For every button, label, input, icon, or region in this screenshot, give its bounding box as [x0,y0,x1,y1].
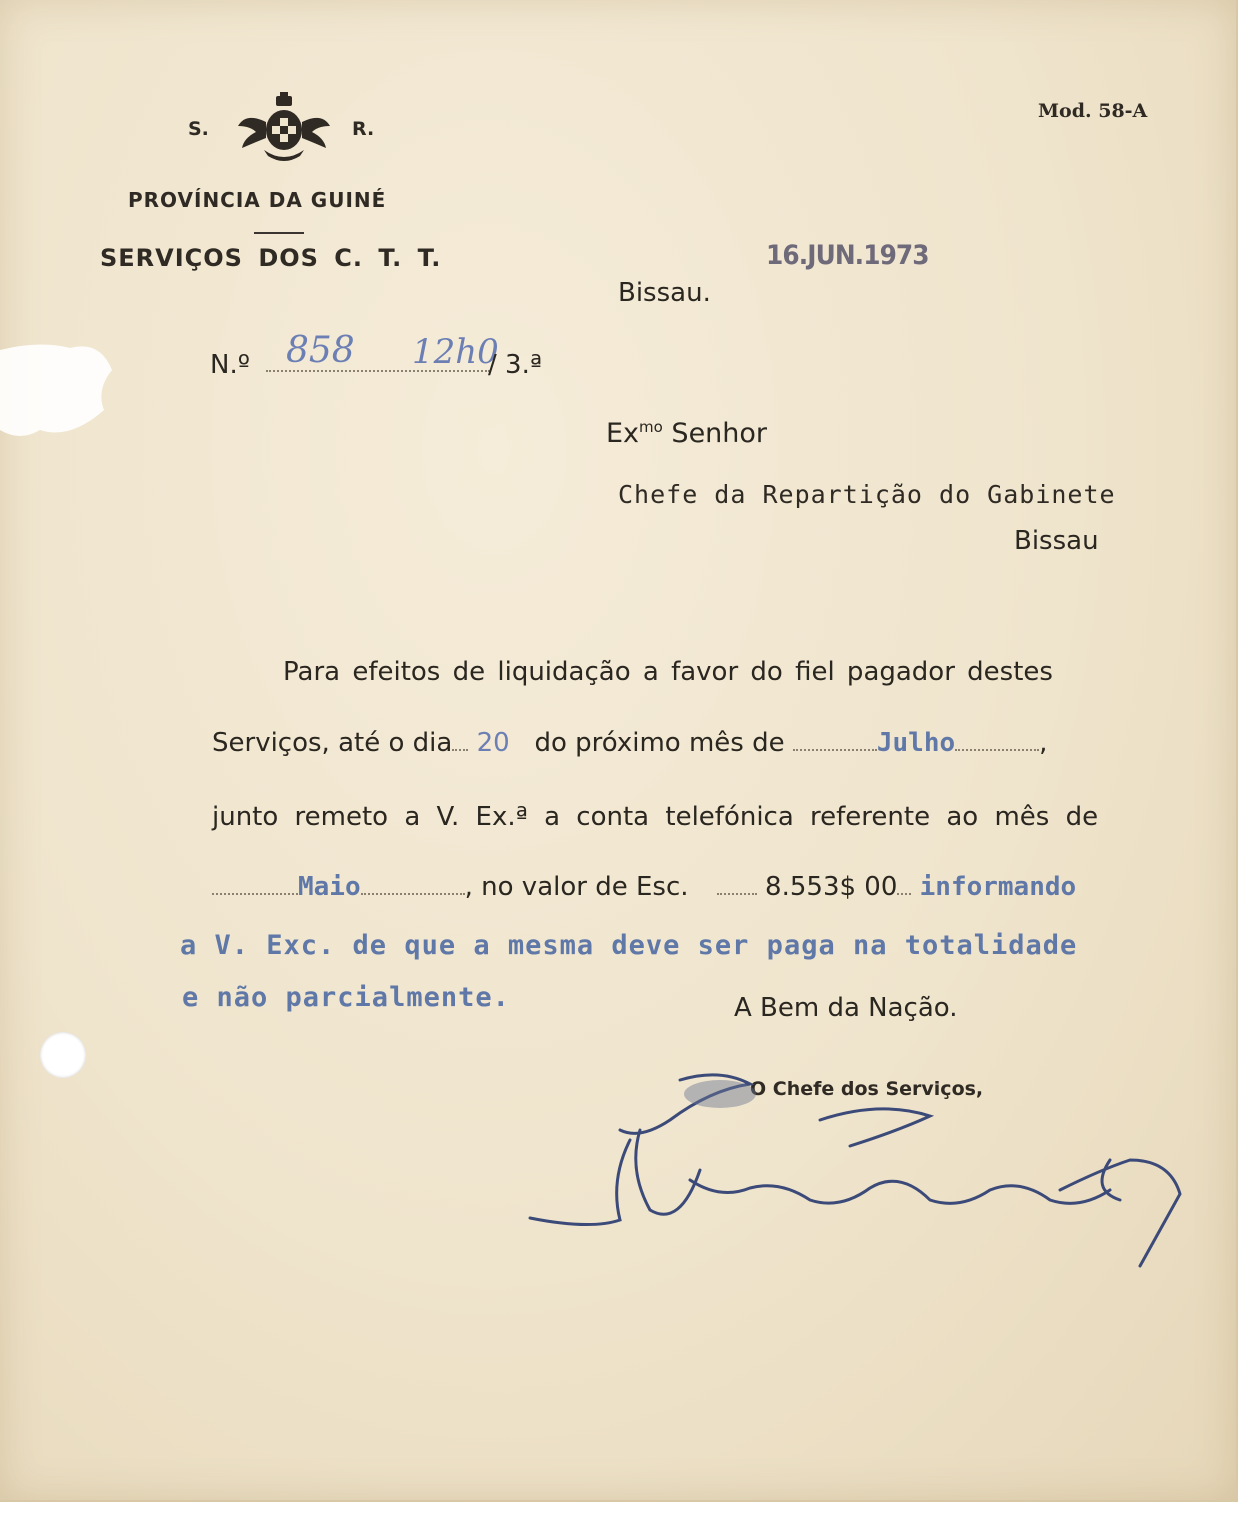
addressee-city: Bissau [1014,526,1099,556]
r-letter: R. [352,118,375,140]
body-line-2: Serviços, até o dia 20 do próximo mês de Julho , [212,728,1048,758]
closing-phrase: A Bem da Nação. [734,993,958,1023]
body-line-1: Para efeitos de liquidação a favor do fiel pagador destes [283,657,1053,687]
body-line-4: Maio , no valor de Esc. 8.553$ 00 informando [212,872,1076,902]
reference-handwritten-suffix: 12h0 [412,332,499,372]
reference-handwritten-number: 858 [286,330,355,371]
punch-hole [40,1032,86,1078]
addressee-title: Chefe da Repartição do Gabinete [618,480,1116,509]
next-month: Julho [876,728,956,758]
signatory-title: O Chefe dos Serviços, [750,1078,984,1100]
place-name: Bissau. [618,278,711,308]
typed-note-2: a V. Exc. de que a mesma deve ser paga na totalidade [180,930,1078,961]
form-code: Mod. 58-A [1038,100,1148,122]
header-divider [254,232,304,234]
salutation: $Ex^{mo}$ Senhor [606,418,768,449]
torn-corner [0,330,120,450]
due-day: 20 [476,728,510,758]
amount: 8.553$ 00 [765,872,898,902]
s-letter: S. [188,118,209,140]
coat-of-arms-icon [236,92,332,164]
reference-printed-suffix: / 3.ª [488,350,543,380]
date-stamp: 16.JUN.1973 [766,240,929,271]
body-line-3: junto remeto a V. Ex.ª a conta telefónica referente ao mês de [212,802,1099,832]
reference-month: Maio [298,872,361,902]
typed-note-1: informando [919,872,1077,902]
province-heading: PROVÍNCIA DA GUINÉ [128,188,387,212]
handwritten-signature [520,1060,1200,1280]
reference-label: N.º [210,350,250,380]
typed-note-3: e não parcialmente. [182,982,510,1013]
services-heading: SERVIÇOS DOS C. T. T. [100,244,442,272]
